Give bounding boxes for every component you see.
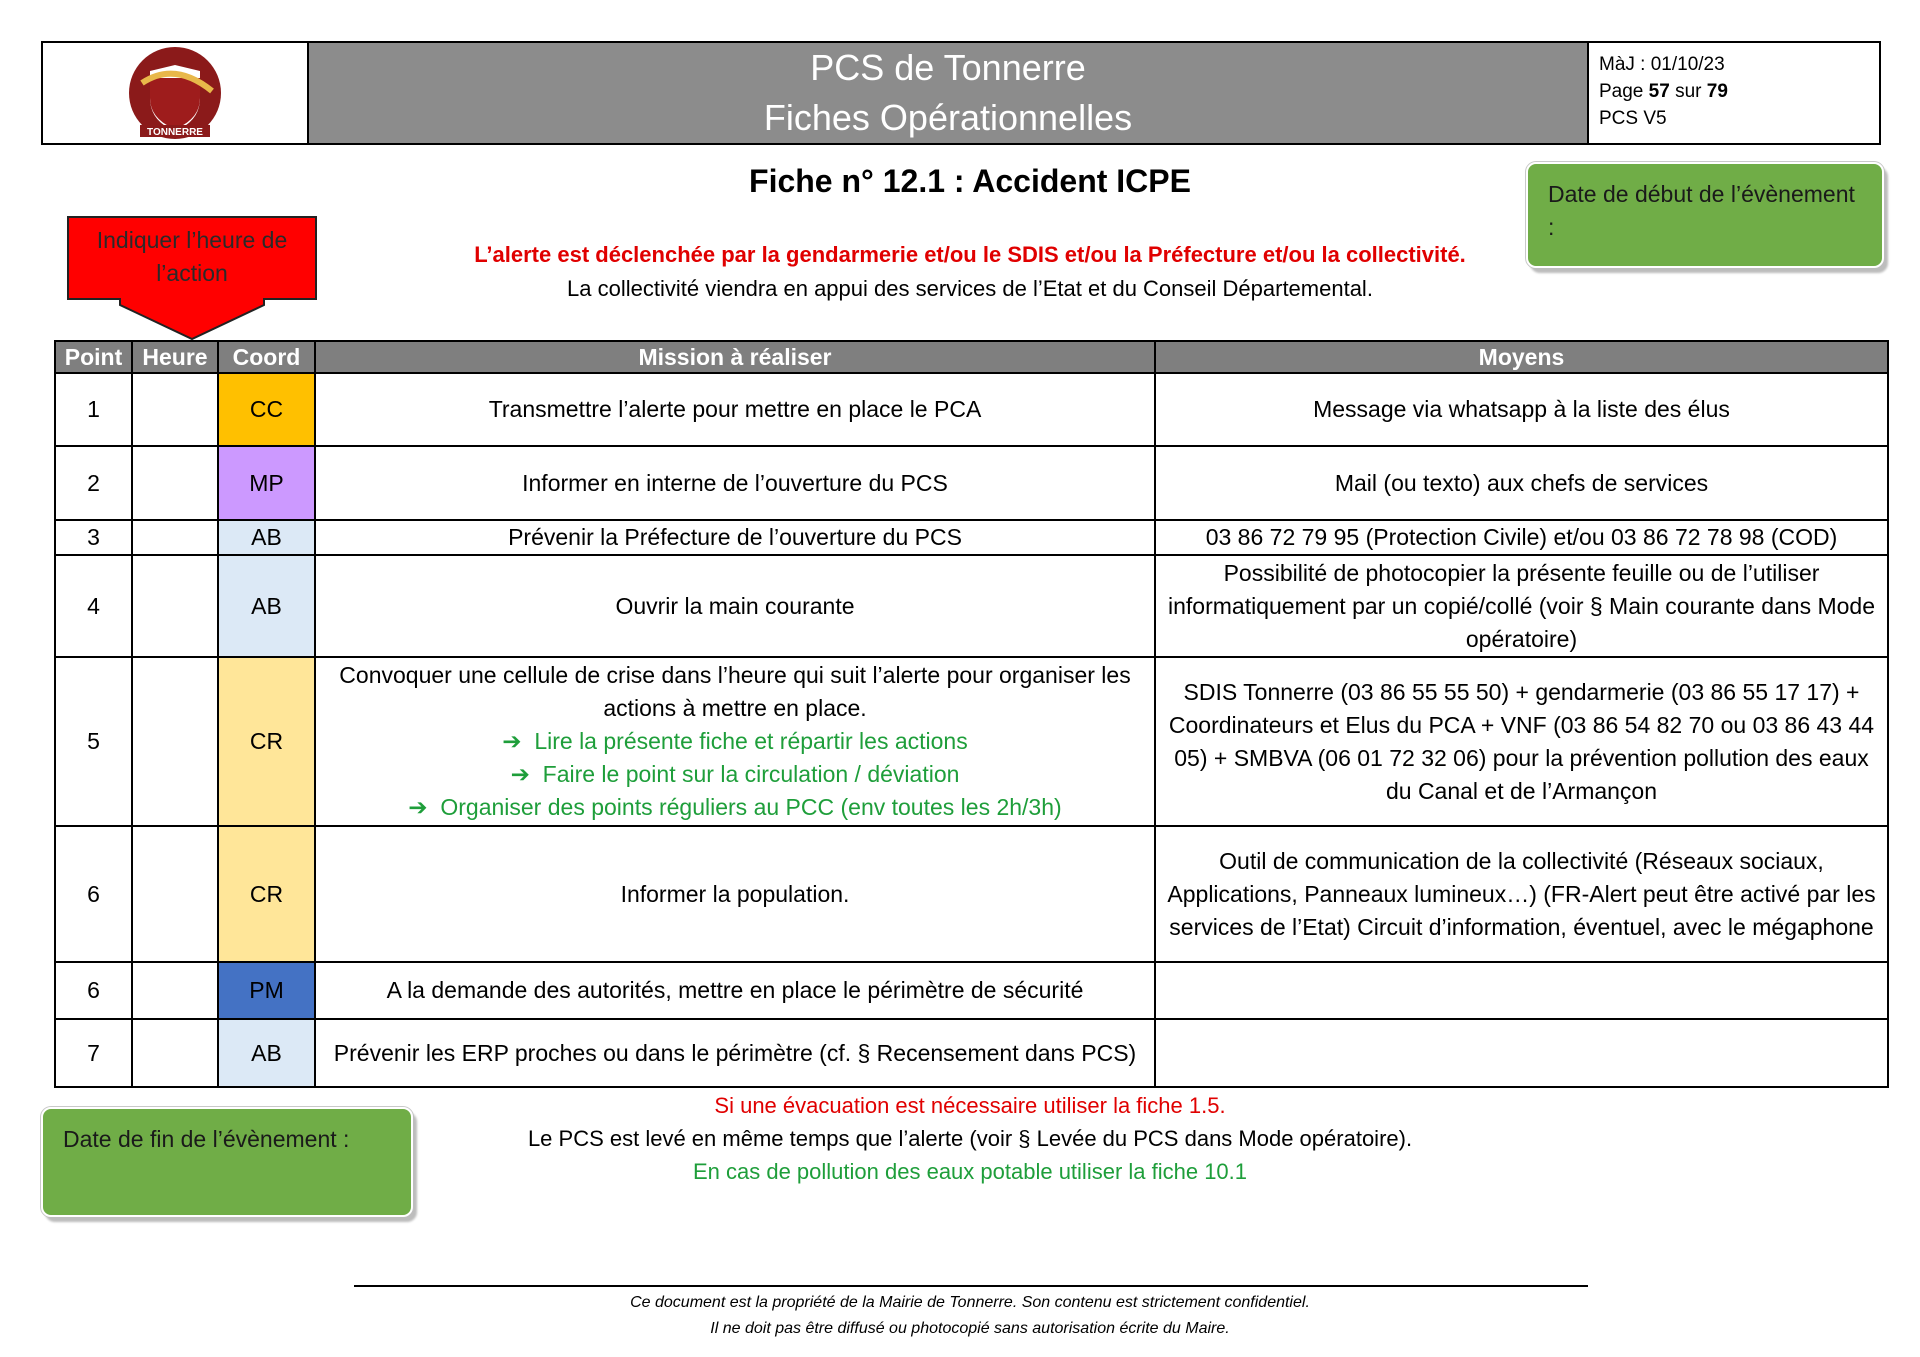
table-row (55, 373, 1888, 446)
header-coord: Coord (218, 341, 315, 373)
point-cell: 6 (55, 962, 132, 1019)
mission-text: Convoquer une cellule de crise dans l’heure qui suit l’alerte pour organiser les actions à mettre en place. (339, 662, 1131, 721)
coord-cell: CC (218, 373, 315, 446)
header-title (309, 43, 1589, 143)
mission-cell: Prévenir les ERP proches ou dans le périmètre (cf. § Recensement dans PCS) (315, 1019, 1155, 1087)
svg-text:TONNERRE: TONNERRE (147, 127, 203, 138)
page-counter: Page 57 sur 79 (1599, 81, 1728, 102)
disclaimer (0, 1290, 1920, 1342)
table-header-row (55, 341, 1888, 373)
appui-line: La collectivité viendra en appui des services de l’Etat et du Conseil Départemental. (567, 276, 1373, 301)
levee-note: Le PCS est levé en même temps que l’alerte (voir § Levée du PCS dans Mode opératoire). (527, 1126, 1413, 1151)
table-row (55, 826, 1888, 962)
page-total: 79 (1706, 81, 1728, 102)
mission-cell: Prévenir la Préfecture de l’ouverture du PCS (315, 520, 1155, 555)
coord-cell: MP (218, 446, 315, 520)
moyens-cell (1155, 962, 1888, 1019)
heure-cell[interactable] (132, 373, 218, 446)
heure-cell[interactable] (132, 962, 218, 1019)
header-meta (1589, 43, 1879, 143)
moyens-cell: Message via whatsapp à la liste des élus (1155, 373, 1888, 446)
header-point: Point (55, 341, 132, 373)
mission-cell: Transmettre l’alerte pour mettre en place le PCA (315, 373, 1155, 446)
point-cell: 3 (55, 520, 132, 555)
update-date: MàJ : 01/10/23 (1599, 54, 1725, 75)
moyens-cell: SDIS Tonnerre (03 86 55 55 50) + gendarmerie (03 86 55 17 17) + Coordinateurs et Elus du PCA + VNF (03 86 54 82 70 ou 03 86 43 44 05) + SMBVA (06 01 72 32 06) pour la prévention pollution des eaux du Canal et de l’Armançon (1155, 657, 1888, 826)
right-arrow-icon: ➔ (502, 728, 522, 754)
table-row (55, 520, 1888, 555)
pollution-note: En cas de pollution des eaux potable utiliser la fiche 10.1 (692, 1159, 1248, 1184)
table-row (55, 446, 1888, 520)
table-row (55, 657, 1888, 826)
page-title: Fiche n° 12.1 : Accident ICPE (749, 163, 1191, 199)
coord-cell: AB (218, 1019, 315, 1087)
coord-cell: CR (218, 826, 315, 962)
logo-cell (43, 43, 309, 143)
point-cell: 5 (55, 657, 132, 826)
point-cell: 4 (55, 555, 132, 657)
header-title-line1: PCS de Tonnerre (810, 47, 1086, 88)
page-number: 57 (1648, 81, 1670, 102)
heure-cell[interactable] (132, 826, 218, 962)
moyens-cell (1155, 1019, 1888, 1087)
mission-cell: A la demande des autorités, mettre en place le périmètre de sécurité (315, 962, 1155, 1019)
header-heure: Heure (132, 341, 218, 373)
evacuation-note: Si une évacuation est nécessaire utiliser la fiche 1.5. (714, 1093, 1226, 1118)
point-cell: 1 (55, 373, 132, 446)
moyens-cell: Possibilité de photocopier la présente feuille ou de l’utiliser informatiquement par un copié/collé (voir § Main courante dans Mode opératoire) (1155, 555, 1888, 657)
mission-item: ➔ Organiser des points réguliers au PCC (env toutes les 2h/3h) (408, 794, 1062, 820)
mission-cell (315, 657, 1155, 826)
moyens-cell: Outil de communication de la collectivité (Réseaux sociaux, Applications, Panneaux lumineux…) (FR-Alert peut être activé par les services de l’Etat) Circuit d’information, éventuel, avec le mégaphone (1155, 826, 1888, 962)
moyens-cell: 03 86 72 79 95 (Protection Civile) et/ou 03 86 72 78 98 (COD) (1155, 520, 1888, 555)
mission-item: ➔ Faire le point sur la circulation / déviation (510, 761, 960, 787)
mission-cell: Informer en interne de l’ouverture du PCS (315, 446, 1155, 520)
moyens-cell: Mail (ou texto) aux chefs de services (1155, 446, 1888, 520)
heure-cell[interactable] (132, 555, 218, 657)
end-date-box[interactable]: Date de fin de l’évènement : (41, 1107, 413, 1217)
mission-table (54, 340, 1889, 1088)
document-header (41, 41, 1881, 145)
tonnerre-logo (120, 43, 230, 143)
heure-cell[interactable] (132, 1019, 218, 1087)
point-cell: 2 (55, 446, 132, 520)
disclaimer-line1: Ce document est la propriété de la Mairie de Tonnerre. Son contenu est strictement confidentiel. (630, 1294, 1310, 1311)
table-row (55, 962, 1888, 1019)
coord-cell: PM (218, 962, 315, 1019)
header-mission: Mission à réaliser (315, 341, 1155, 373)
footer-divider (354, 1285, 1588, 1287)
table-row (55, 1019, 1888, 1087)
coord-cell: AB (218, 555, 315, 657)
heure-cell[interactable] (132, 446, 218, 520)
header-title-line2: Fiches Opérationnelles (763, 97, 1133, 138)
heure-cell[interactable] (132, 657, 218, 826)
disclaimer-line2: Il ne doit pas être diffusé ou photocopié sans autorisation écrite du Maire. (710, 1320, 1230, 1337)
right-arrow-icon: ➔ (510, 761, 530, 787)
red-arrow-text: Indiquer l’heure de l’action (96, 227, 288, 286)
start-date-box[interactable]: Date de début de l’évènement : (1526, 162, 1884, 268)
table-row (55, 555, 1888, 657)
alert-line: L’alerte est déclenchée par la gendarmerie et/ou le SDIS et/ou la Préfecture et/ou la collectivité. (474, 242, 1466, 267)
right-arrow-icon: ➔ (408, 794, 428, 820)
coord-cell: AB (218, 520, 315, 555)
mission-cell: Informer la population. (315, 826, 1155, 962)
mission-cell: Ouvrir la main courante (315, 555, 1155, 657)
mission-item: ➔ Lire la présente fiche et répartir les actions (502, 728, 968, 754)
coord-cell: CR (218, 657, 315, 826)
header-moyens: Moyens (1155, 341, 1888, 373)
point-cell: 6 (55, 826, 132, 962)
heure-cell[interactable] (132, 520, 218, 555)
point-cell: 7 (55, 1019, 132, 1087)
version: PCS V5 (1599, 108, 1667, 129)
